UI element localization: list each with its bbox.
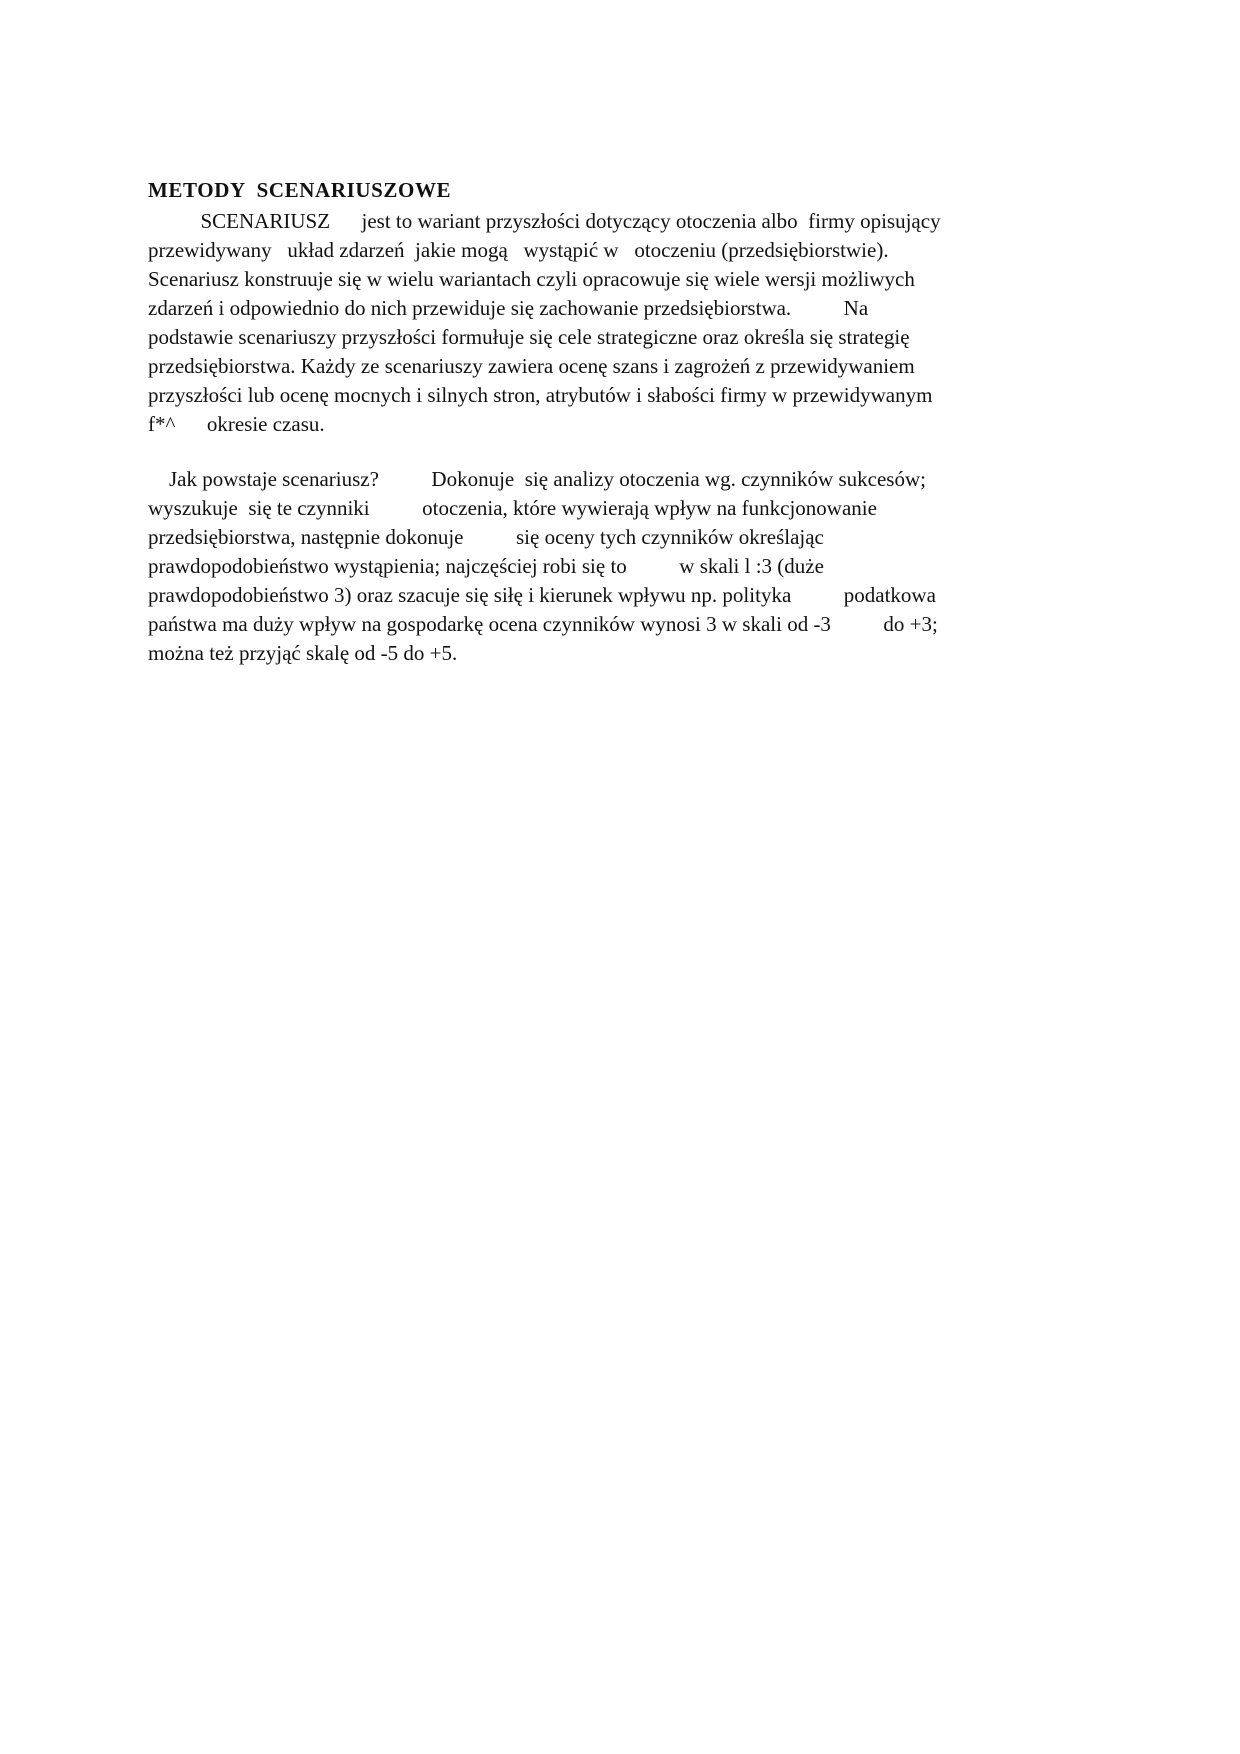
paragraph-2-line: prawdopodobieństwo 3) oraz szacuje się siłę i kierunek wpływu np. polityka podatkowa [148,583,936,607]
paragraph-2-line: przedsiębiorstwa, następnie dokonuje się oceny tych czynników określając [148,525,824,549]
document-title: METODY SCENARIUSZOWE [148,178,452,202]
paragraph-1-line: podstawie scenariuszy przyszłości formułuje się cele strategiczne oraz określa się strategię [148,325,910,349]
paragraph-1-line: przedsiębiorstwa. Każdy ze scenariuszy zawiera ocenę szans i zagrożeń z przewidywaniem [148,354,915,378]
paragraph-2-line: Jak powstaje scenariusz? Dokonuje się analizy otoczenia wg. czynników sukcesów; [148,467,926,491]
paragraph-2-line: można też przyjąć skalę od -5 do +5. [148,641,458,665]
paragraph-1-line: Scenariusz konstruuje się w wielu wariantach czyli opracowuje się wiele wersji możliwych [148,267,915,291]
paragraph-2-line: państwa ma duży wpływ na gospodarkę ocena czynników wynosi 3 w skali od -3 do +3; [148,612,938,636]
paragraph-1-line: zdarzeń i odpowiednio do nich przewiduje się zachowanie przedsiębiorstwa. Na [148,296,869,320]
paragraph-1-line: SCENARIUSZ jest to wariant przyszłości dotyczący otoczenia albo firmy opisujący [148,209,941,233]
paragraph-2-line: prawdopodobieństwo wystąpienia; najczęściej robi się to w skali l :3 (duże [148,554,824,578]
paragraph-2-line: wyszukuje się te czynniki otoczenia, które wywierają wpływ na funkcjonowanie [148,496,877,520]
paragraph-1-line: przewidywany układ zdarzeń jakie mogą wystąpić w otoczeniu (przedsiębiorstwie). [148,238,889,262]
paragraph-1-line: f*^ okresie czasu. [148,412,325,436]
paragraph-1-line: przyszłości lub ocenę mocnych i silnych stron, atrybutów i słabości firmy w przewidywanym [148,383,933,407]
